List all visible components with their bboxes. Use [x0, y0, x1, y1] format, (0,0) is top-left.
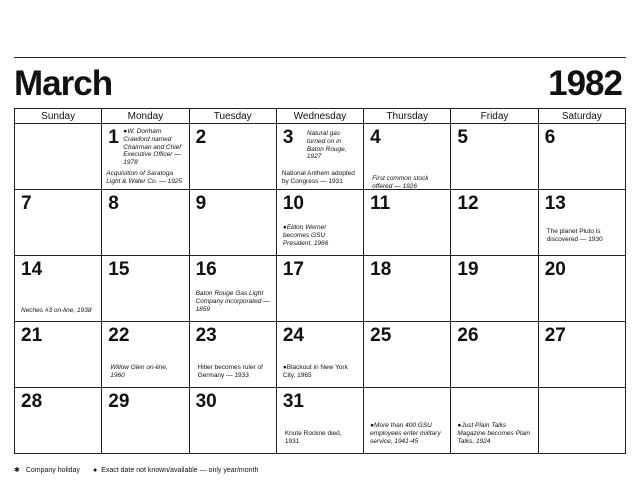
- day-number: 28: [21, 391, 43, 412]
- day-number: 14: [21, 259, 43, 280]
- day-cell-24: [276, 322, 363, 388]
- day-number: 21: [21, 325, 43, 346]
- day-cell-7: [15, 190, 102, 256]
- day-cell-15: [102, 256, 189, 322]
- day-number: 9: [195, 193, 207, 214]
- event-note: Natural gas turned on in Baton Rouge, 1927: [306, 130, 347, 161]
- day-cell-empty: [15, 124, 102, 190]
- day-cell-26: [451, 322, 538, 388]
- day-cell-empty: [451, 388, 538, 454]
- top-rule: [14, 57, 626, 58]
- bullet-icon: ●: [93, 467, 98, 474]
- day-number: 16: [195, 259, 217, 280]
- day-number: 29: [108, 391, 130, 412]
- week-row: [15, 256, 626, 322]
- day-cell-21: [15, 322, 102, 388]
- day-cell-18: [364, 256, 451, 322]
- day-number: 5: [457, 127, 468, 148]
- asterisk-icon: ✱: [14, 467, 20, 474]
- weekday-wednesday: Wednesday: [276, 109, 363, 124]
- day-cell-8: [102, 190, 189, 256]
- weekday-sunday: Sunday: [15, 109, 102, 124]
- day-cell-empty: [364, 388, 451, 454]
- day-cell-14: [15, 256, 102, 322]
- day-number: 15: [108, 259, 130, 280]
- calendar-grid: [14, 108, 626, 454]
- weekday-saturday: Saturday: [538, 109, 625, 124]
- day-cell-3: [276, 124, 363, 190]
- day-cell-13: [538, 190, 625, 256]
- day-cell-20: [538, 256, 625, 322]
- event-note: Hitler becomes ruler of Germany — 1933: [197, 364, 263, 379]
- week-row: [15, 190, 626, 256]
- day-number: 6: [544, 127, 556, 148]
- day-number: 1: [108, 127, 119, 148]
- day-cell-10: [276, 190, 363, 256]
- day-number: 20: [544, 259, 566, 280]
- day-number: 26: [457, 325, 479, 346]
- event-note: Willow Glen on-line, 1960: [110, 364, 168, 379]
- event-note: Baton Rouge Gas Light Company incorporated — 1859: [195, 290, 270, 313]
- day-number: 4: [370, 127, 381, 148]
- day-cell-2: [189, 124, 276, 190]
- event-note: ●Blackout in New York City, 1965: [282, 364, 348, 379]
- event-note: ●Just Plain Talks Magazine becomes Plain Talks, 1924: [457, 422, 531, 445]
- day-cell-17: [276, 256, 363, 322]
- day-number: 30: [195, 391, 217, 412]
- day-number: 17: [282, 259, 304, 280]
- day-number: 18: [370, 259, 392, 280]
- event-note: Neches #3 on-line, 1938: [21, 307, 92, 314]
- day-cell-1: [102, 124, 189, 190]
- day-cell-27: [538, 322, 625, 388]
- weekday-thursday: Thursday: [364, 109, 451, 124]
- day-cell-4: [364, 124, 451, 190]
- month-title: March: [14, 64, 113, 103]
- day-cell-23: [189, 322, 276, 388]
- day-number: 12: [457, 193, 479, 214]
- weekday-monday: Monday: [102, 109, 189, 124]
- day-cell-31: [276, 388, 363, 454]
- event-note: First common stock offered — 1926: [372, 175, 429, 190]
- day-cell-19: [451, 256, 538, 322]
- day-number: 8: [108, 193, 119, 214]
- event-note: ●More than 400 GSU employees enter military service, 1941-45: [370, 422, 441, 445]
- day-number: 11: [370, 193, 391, 214]
- day-number: 3: [282, 127, 294, 148]
- day-number: 25: [370, 325, 392, 346]
- day-number: 22: [108, 325, 130, 346]
- day-number: 27: [544, 325, 566, 346]
- event-note: ●Eldon Werner becomes GSU President, 1966: [282, 224, 329, 247]
- event-note: National Anthem adopted by Congress — 1931: [281, 170, 355, 185]
- day-cell-6: [538, 124, 625, 190]
- week-row: [15, 322, 626, 388]
- day-number: 13: [544, 193, 566, 214]
- day-number: 10: [282, 193, 304, 214]
- day-cell-9: [189, 190, 276, 256]
- footnote-exact-date: [93, 467, 258, 474]
- day-cell-5: [451, 124, 538, 190]
- weekday-friday: Friday: [451, 109, 538, 124]
- day-cell-25: [364, 322, 451, 388]
- year-title: 1982: [548, 64, 622, 103]
- weekday-header-row: [15, 109, 626, 124]
- footnote-exact-date-label: Exact date not known/available — only year/month: [101, 467, 259, 474]
- day-cell-11: [364, 190, 451, 256]
- day-cell-28: [15, 388, 102, 454]
- day-number: 7: [21, 193, 32, 214]
- week-row: [15, 124, 626, 190]
- day-cell-30: [189, 388, 276, 454]
- event-note: Acquisition of Saratoga Light & Water Co. — 1925: [106, 170, 183, 185]
- day-number: 2: [195, 127, 207, 148]
- day-cell-empty: [538, 388, 625, 454]
- event-note: Knute Rockne died, 1931: [284, 430, 342, 445]
- event-note: ●W. Donham Crawford named Chairman and Chief Executive Officer — 1978: [123, 128, 182, 167]
- footnote-holiday: [14, 467, 80, 474]
- day-cell-29: [102, 388, 189, 454]
- day-cell-22: [102, 322, 189, 388]
- day-cell-16: [189, 256, 276, 322]
- day-number: 24: [282, 325, 304, 346]
- day-cell-12: [451, 190, 538, 256]
- day-number: 31: [282, 391, 304, 412]
- weekday-tuesday: Tuesday: [189, 109, 276, 124]
- week-row: [15, 388, 626, 454]
- footnote-holiday-label: Company holiday: [25, 467, 80, 474]
- event-note: The planet Pluto is discovered — 1930: [546, 228, 603, 243]
- day-number: 19: [457, 259, 479, 280]
- day-number: 23: [195, 325, 217, 346]
